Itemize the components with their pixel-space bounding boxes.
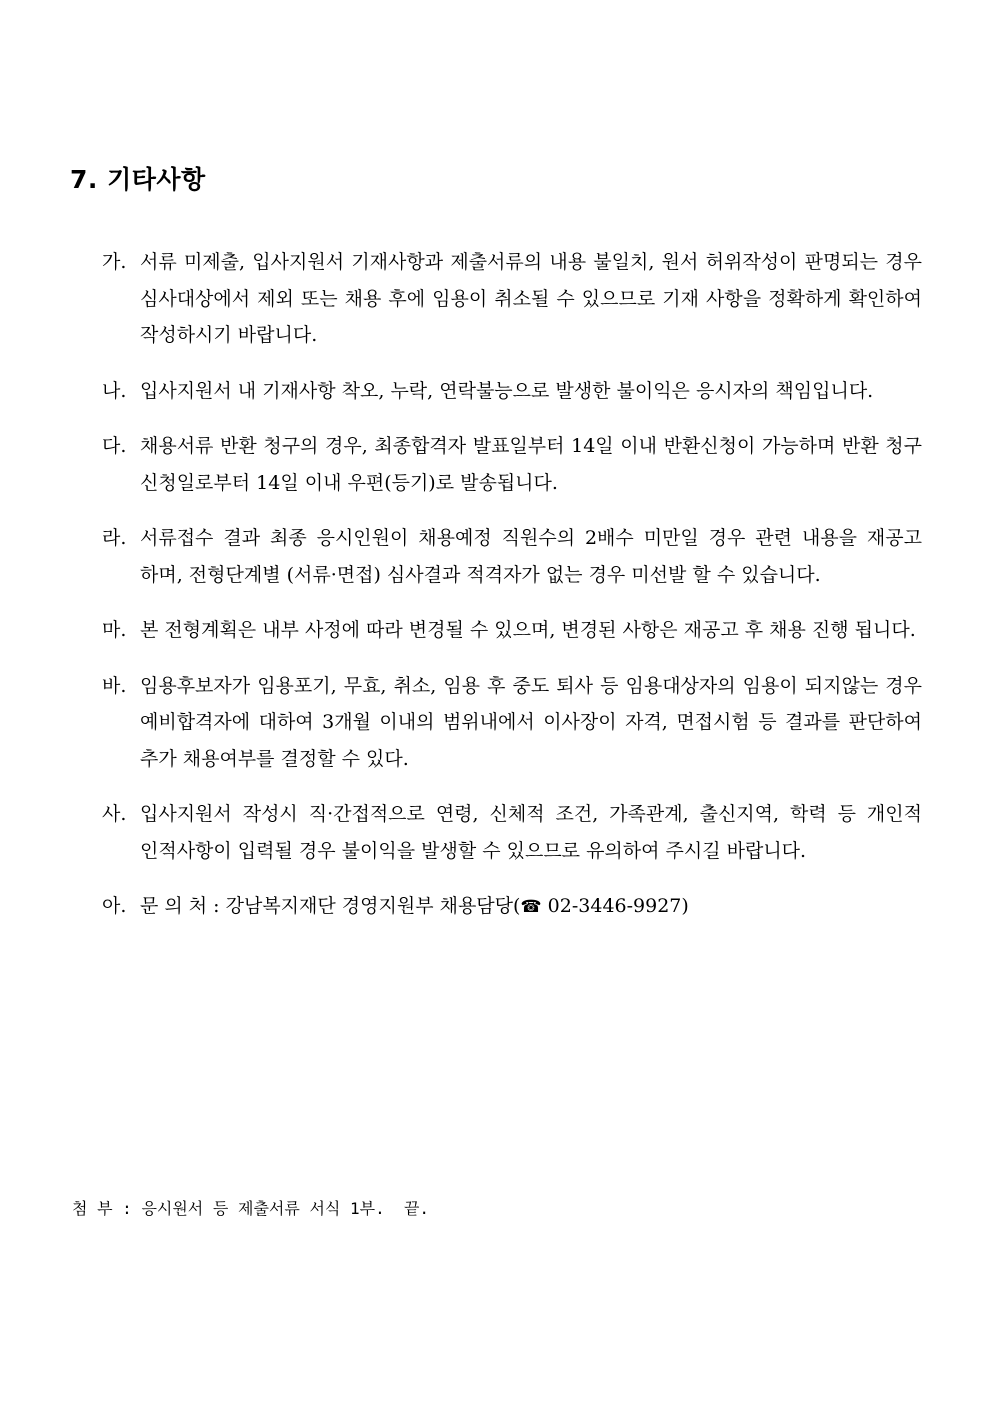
list-item [102,796,922,869]
contact-item [102,888,922,926]
contact-phone: 02-3446-9927) [541,895,689,917]
item-text: 입사지원서 작성시 직·간접적으로 연령, 신체적 조건, 가족관계, 출신지역, 학력 등 개인적 인적사항이 입력될 경우 불이익을 발생할 수 있으므로 유의하여 주시길 바랍니다. [140,803,922,862]
list-item [102,520,922,593]
item-marker: 다. [102,435,127,457]
item-text: 채용서류 반환 청구의 경우, 최종합격자 발표일부터 14일 이내 반환신청이 가능하며 반환 청구 신청일로부터 14일 이내 우편(등기)로 발송됩니다. [140,435,922,494]
item-text: 입사지원서 내 기재사항 착오, 누락, 연락불능으로 발생한 불이익은 응시자의 책임입니다. [140,379,874,402]
list-item [102,668,922,778]
item-marker: 사. [102,803,127,825]
item-text: 서류접수 결과 최종 응시인원이 채용예정 직원수의 2배수 미만일 경우 관련 내용을 재공고 하며, 전형단계별 (서류·면접) 심사결과 적격자가 없는 경우 미선발 할 수 있습니다. [140,527,922,586]
list-item [102,373,922,410]
list-item [102,612,922,649]
section-title: 7. 기타사항 [70,165,206,194]
item-text: 본 전형계획은 내부 사정에 따라 변경될 수 있으며, 변경된 사항은 재공고 후 채용 진행 됩니다. [140,619,916,641]
list-item [102,428,922,501]
item-text: 서류 미제출, 입사지원서 기재사항과 제출서류의 내용 불일치, 원서 허위작성이 판명되는 경우 심사대상에서 제외 또는 채용 후에 임용이 취소될 수 있으므로 기재 사항을 정확하게 확인하여 작성하시기 바랍니다. [140,251,922,346]
item-marker: 나. [102,379,127,402]
item-marker: 아. [102,895,127,917]
item-text: 임용후보자가 임용포기, 무효, 취소, 임용 후 중도 퇴사 등 임용대상자의 임용이 되지않는 경우 예비합격자에 대하여 3개월 이내의 범위내에서 이사장이 자격, 면접시험 등 결과를 판단하여 추가 채용여부를 결정할 수 있다. [140,674,922,770]
notice-list [102,244,922,945]
contact-label: 문 의 처 : 강남복지재단 경영지원부 채용담당( [140,895,521,917]
item-marker: 가. [102,251,127,273]
item-marker: 바. [102,674,127,697]
item-marker: 마. [102,619,127,641]
attachment-note: 첨 부 : 응시원서 등 제출서류 서식 1부. 끝. [72,1199,430,1218]
contact-text [140,888,922,926]
item-marker: 라. [102,527,127,549]
phone-icon: ☎ [520,897,542,917]
list-item [102,244,922,354]
